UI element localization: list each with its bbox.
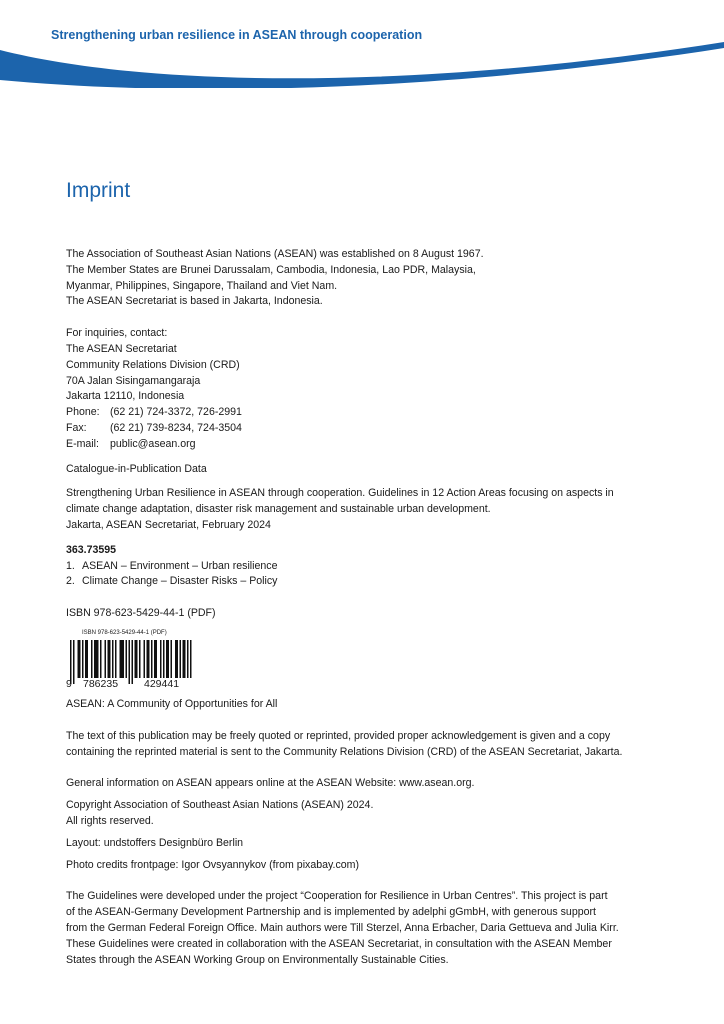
fax-number: (62 21) 739-8234, 724-3504 xyxy=(110,421,242,434)
motto: ASEAN: A Community of Opportunities for All xyxy=(66,697,278,710)
barcode-bar xyxy=(183,640,185,678)
website-note: General information on ASEAN appears online at the ASEAN Website: www.asean.org. xyxy=(66,777,475,790)
isbn-barcode xyxy=(66,630,226,688)
header-title: Strengthening urban resilience in ASEAN through cooperation xyxy=(51,28,423,42)
barcode-bar xyxy=(135,640,137,678)
barcode-bar xyxy=(148,640,150,678)
barcode-bar xyxy=(87,640,89,678)
project-note: The Guidelines were developed under the project “Cooperation for Resilience in Urban Centres”. This project is part of the ASEAN-Germany Development Partnership and is implemented by adelphi gGmbH, with generous support from the German Federal Foreign Office. Main authors were Till Sterzel, Anna Erbacher, Daria Gettueva and Julia Kirr. These Guidelines were created in collaboration with the ASEAN Secretariat, in consultation with the ASEAN Member States through the ASEAN Working Group on Environmentally Sustainable Cities. xyxy=(66,890,619,966)
barcode-bar xyxy=(175,640,177,678)
barcode-bar xyxy=(73,640,75,684)
barcode-bar xyxy=(121,640,123,678)
barcode-bar xyxy=(132,640,134,684)
barcode-bar xyxy=(154,640,156,678)
barcode-bar xyxy=(108,640,110,678)
barcode-bar xyxy=(136,640,138,678)
barcode-bar xyxy=(79,640,81,678)
classification xyxy=(66,543,666,590)
barcode-bar xyxy=(112,640,114,678)
isbn: ISBN 978-623-5429-44-1 (PDF) xyxy=(66,607,216,620)
barcode-bar xyxy=(180,640,182,678)
barcode-isbn-label: ISBN 978-623-5429-44-1 (PDF) xyxy=(82,629,167,636)
phone-row: Phone: (62 21) 724-3372, 726-2991 xyxy=(66,405,666,421)
barcode-bar xyxy=(82,640,84,678)
reprint-note: The text of this publication may be freely quoted or reprinted, provided proper acknowledgement is given and a copy containing the reprinted material is sent to the Community Relations Division (CRD) of the ASEAN Secretariat, Jakarta. xyxy=(66,729,623,758)
imprint-content xyxy=(66,247,666,968)
photo-credit: Photo credits frontpage: Igor Ovsyannykov (from pixabay.com) xyxy=(66,858,360,871)
header-swoosh xyxy=(0,38,724,88)
fax-row: Fax: (62 21) 739-8234, 724-3504 xyxy=(66,421,666,437)
barcode-bar xyxy=(177,640,179,678)
barcode-bar xyxy=(144,640,146,678)
copyright: Copyright Association of Southeast Asian Nations (ASEAN) 2024. All rights reserved. xyxy=(66,799,374,827)
barcode-bar xyxy=(123,640,125,678)
barcode-bar xyxy=(139,640,141,678)
intro-paragraph: The Association of Southeast Asian Nations (ASEAN) was established on 8 August 1967. The Member States are Brunei Darussalam, Cambodia, Indonesia, Lao PDR, Malaysia, Myanmar, Philippines, Singapore, Thailand and Viet Nam. The ASEAN Secretariat is based in Jakarta, Indonesia. xyxy=(66,248,484,308)
barcode-bar xyxy=(97,640,99,678)
list-item: 2. Climate Change – Disaster Risks – Policy xyxy=(66,575,278,588)
list-item: 1. ASEAN – Environment – Urban resilience xyxy=(66,559,278,572)
email-address: public@asean.org xyxy=(110,437,196,450)
barcode-bar xyxy=(156,640,158,678)
barcode-bar xyxy=(96,640,98,678)
barcode-bar xyxy=(115,640,117,678)
barcode-bar xyxy=(120,640,122,678)
barcode-digits-right: 429441 xyxy=(144,677,180,690)
layout-credit: Layout: undstoffers Designbüro Berlin xyxy=(66,836,244,849)
barcode-bar xyxy=(109,640,111,678)
contact-block: For inquiries, contact: The ASEAN Secretariat Community Relations Division (CRD) 70A Jalan Sisingamangaraja Jakarta 12110, Indonesia Phone: (62 21) 724-3372, 726-2991 Fax: (62 21) 739-8234, 724-3504 E-mail: public@asean.org xyxy=(66,326,666,452)
barcode-bar xyxy=(129,640,131,684)
barcode-bar xyxy=(126,640,128,678)
barcode-bar xyxy=(168,640,170,678)
barcode-bar xyxy=(184,640,186,678)
barcode-digits-left: 786235 xyxy=(83,677,119,690)
barcode-bar xyxy=(147,640,149,678)
barcode-bar xyxy=(91,640,93,678)
barcode-bar xyxy=(100,640,102,678)
barcode-bar xyxy=(78,640,80,678)
barcode-bar xyxy=(163,640,165,678)
barcode-bar xyxy=(190,640,192,678)
page-title: Imprint xyxy=(66,179,131,203)
barcode-bar xyxy=(160,640,162,678)
barcode-bar xyxy=(105,640,107,678)
barcode-bar xyxy=(171,640,173,678)
classification-code: 363.73595 xyxy=(66,543,117,556)
email-row: E-mail: public@asean.org xyxy=(66,437,666,453)
barcode-bar xyxy=(151,640,153,678)
citation: Strengthening Urban Resilience in ASEAN through cooperation. Guidelines in 12 Action Areas focusing on aspects in climate change adaptation, disaster risk management and sustainable urban development. Jakarta, ASEAN Secretariat, February 2024 xyxy=(66,487,614,531)
phone-number: (62 21) 724-3372, 726-2991 xyxy=(110,406,242,419)
barcode-bar xyxy=(187,640,189,678)
barcode-bar xyxy=(94,640,96,678)
catalogue-label: Catalogue-in-Publication Data xyxy=(66,462,207,475)
barcode-bar xyxy=(85,640,87,678)
barcode-digit-first: 9 xyxy=(66,677,72,690)
barcode-bar xyxy=(166,640,168,678)
